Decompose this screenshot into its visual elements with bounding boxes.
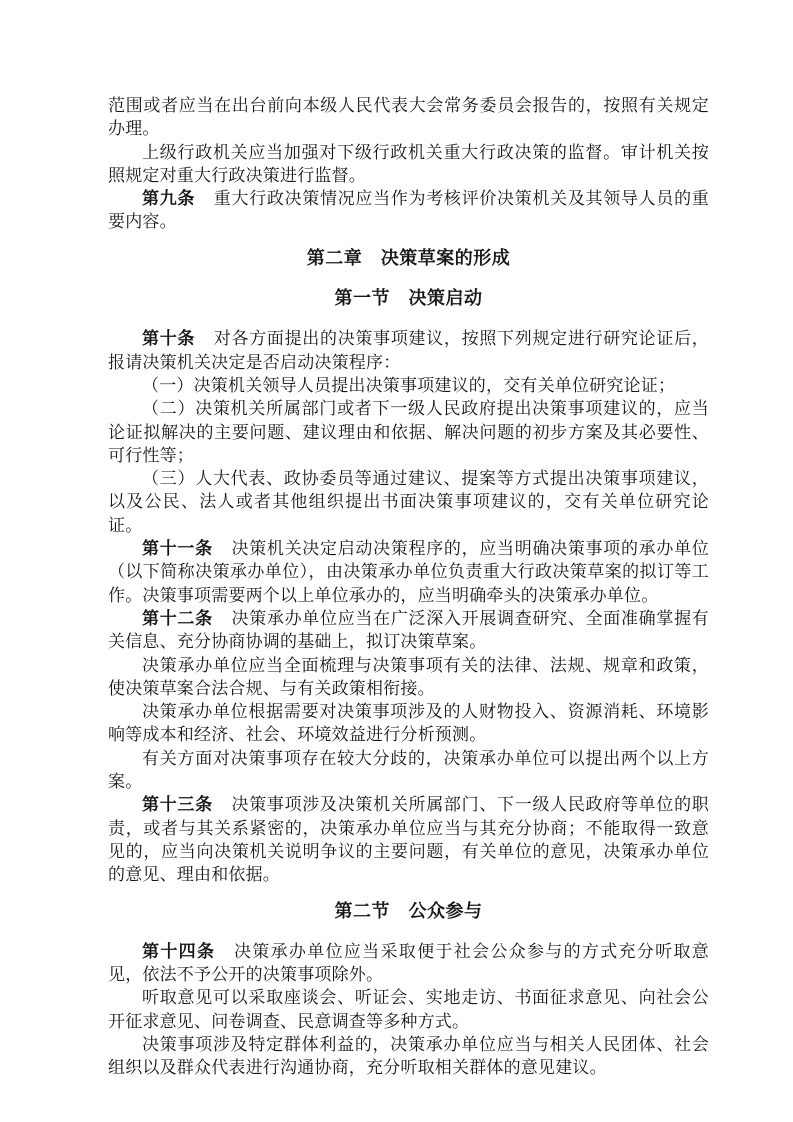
paragraph xyxy=(108,700,709,747)
paragraph-text: 重大行政决策情况应当作为考核评价决策机关及其领导人员的重要内容。 xyxy=(108,189,709,232)
chapter-heading: 第二章 决策草案的形成 xyxy=(306,247,511,268)
paragraph xyxy=(108,940,709,987)
article-number: 第十二条 xyxy=(142,608,213,628)
article-number: 第十一条 xyxy=(142,539,213,559)
paragraph-text: 决策承办单位根据需要对决策事项涉及的人财物投入、资源消耗、环境影响等成本和经济、社会、环境效益进行分析预测。 xyxy=(108,702,709,745)
paragraph-text: 范围或者应当在出台前向本级人民代表大会常务委员会报告的，按照有关规定办理。 xyxy=(108,96,709,139)
paragraph-text: 决策事项涉及特定群体利益的，决策承办单位应当与相关人民团体、社会组织以及群众代表进行沟通协商，充分听取相关群体的意见建议。 xyxy=(108,1034,709,1078)
article-number: 第十三条 xyxy=(142,795,213,815)
section-heading: 第一节 决策启动 xyxy=(334,288,483,309)
paragraph xyxy=(108,1033,709,1080)
paragraph-text: （二）决策机关所属部门或者下一级人民政府提出决策事项建议的，应当论证拟解决的主要问题、建议理由和依据、解决问题的初步方案及其必要性、可行性等； xyxy=(108,399,709,465)
paragraph xyxy=(108,141,709,188)
article-number: 第十条 xyxy=(142,329,196,349)
paragraph xyxy=(108,187,709,234)
paragraph-text: 听取意见可以采取座谈会、听证会、实地走访、书面征求意见、向社会公开征求意见、问卷调查、民意调查等多种方式。 xyxy=(108,988,709,1031)
paragraph xyxy=(108,467,709,537)
paragraph xyxy=(108,654,709,701)
article-number: 第九条 xyxy=(142,189,196,209)
paragraph-text: 决策承办单位应当采取便于社会公众参与的方式充分听取意见，依法不予公开的决策事项除外。 xyxy=(108,941,709,985)
paragraph-text: 决策承办单位应当在广泛深入开展调查研究、全面准确掌握有关信息、充分协商协调的基础上，拟订决策草案。 xyxy=(108,608,709,652)
paragraph xyxy=(108,94,709,141)
paragraph-text: （三）人大代表、政协委员等通过建议、提案等方式提出决策事项建议，以及公民、法人或者其他组织提出书面决策事项建议的，交有关单位研究论证。 xyxy=(108,469,709,535)
paragraph xyxy=(108,397,709,467)
paragraph-text: 有关方面对决策事项存在较大分歧的，决策承办单位可以提出两个以上方案。 xyxy=(108,748,709,792)
document-body xyxy=(108,94,709,1080)
paragraph xyxy=(108,607,709,654)
paragraph-text: 上级行政机关应当加强对下级行政机关重大行政决策的监督。审计机关按照规定对重大行政决策进行监督。 xyxy=(108,142,709,185)
paragraph xyxy=(108,986,709,1033)
paragraph xyxy=(108,327,709,374)
paragraph xyxy=(108,747,709,794)
paragraph-text: 决策承办单位应当全面梳理与决策事项有关的法律、法规、规章和政策，使决策草案合法合规、与有关政策相衔接。 xyxy=(108,655,709,698)
paragraph-text: 决策机关决定启动决策程序的，应当明确决策事项的承办单位（以下简称决策承办单位），由决策承办单位负责重大行政决策草案的拟订等工作。决策事项需要两个以上单位承办的，应当明确牵头的决策承办单位。 xyxy=(108,539,709,605)
paragraph xyxy=(108,537,709,607)
article-number: 第十四条 xyxy=(142,941,216,961)
paragraph xyxy=(108,374,709,397)
paragraph-text: 决策事项涉及决策机关所属部门、下一级人民政府等单位的职责，或者与其关系紧密的，决策承办单位应当与其充分协商；不能取得一致意见的，应当向决策机关说明争议的主要问题，有关单位的意见，决策承办单位的意见、理由和依据。 xyxy=(108,795,709,885)
paragraph-text: （一）决策机关领导人员提出决策事项建议的，交有关单位研究论证； xyxy=(142,375,676,395)
paragraph-text: 对各方面提出的决策事项建议，按照下列规定进行研究论证后，报请决策机关决定是否启动决策程序： xyxy=(108,329,709,372)
section-heading: 第二节 公众参与 xyxy=(334,900,483,921)
paragraph xyxy=(108,793,709,886)
